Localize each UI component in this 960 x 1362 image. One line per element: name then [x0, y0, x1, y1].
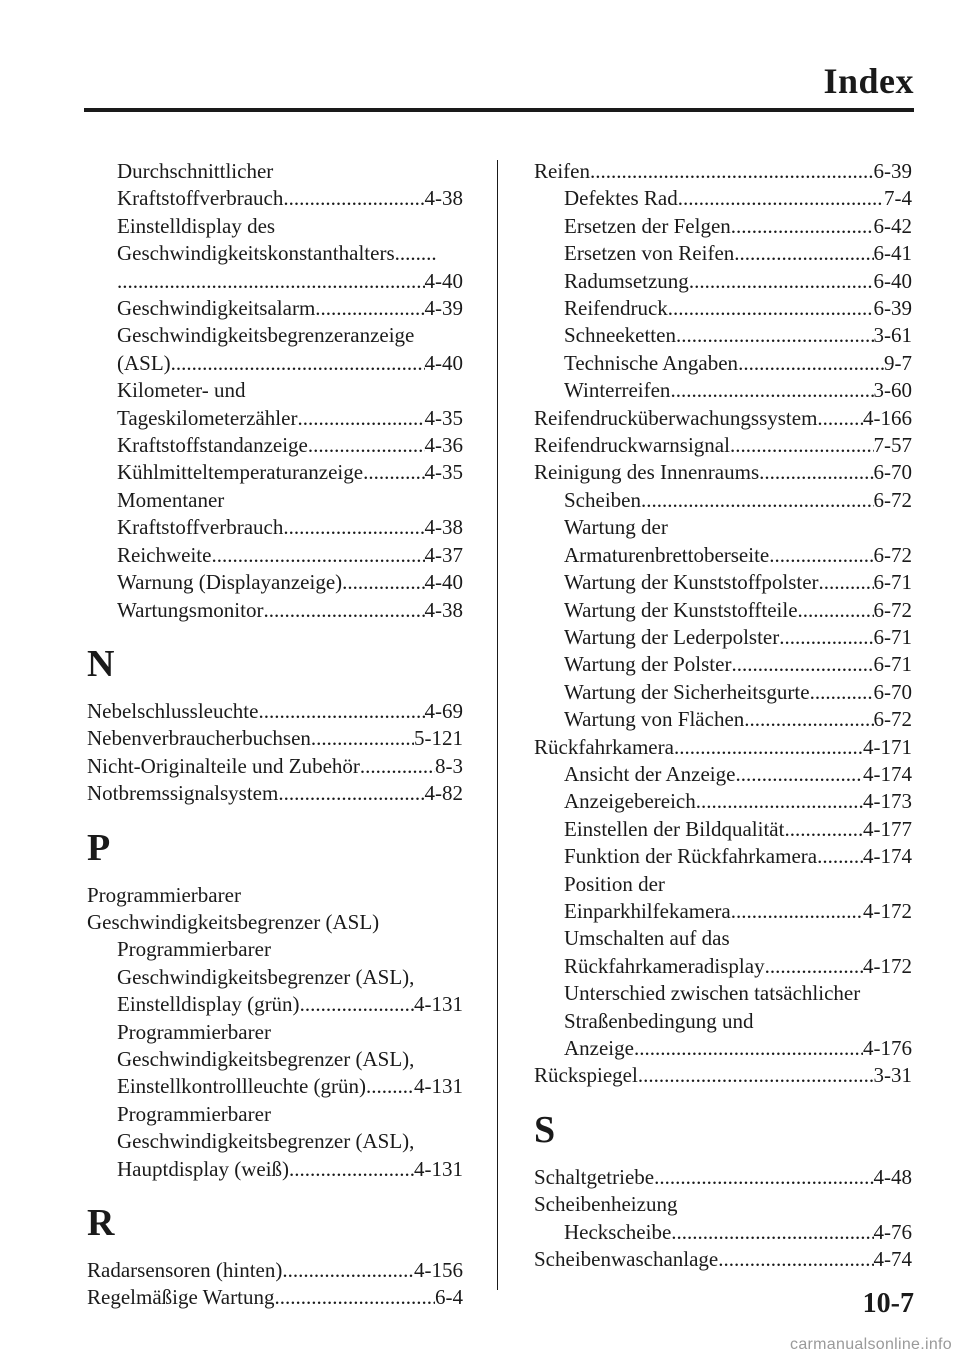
index-entry [534, 788, 912, 815]
index-entry [534, 761, 912, 788]
dot-leader [689, 268, 874, 295]
dot-leader [674, 734, 863, 761]
entry-term: Programmierbarer [117, 1101, 271, 1126]
entry-term: Tageskilometerzähler [117, 405, 298, 430]
index-entry [87, 597, 463, 624]
dot-leader [263, 597, 424, 624]
entry-term: Funktion der Rückfahrkamera [564, 844, 818, 869]
entry-term: Anzeigebereich [564, 789, 696, 814]
dot-leader [731, 898, 863, 925]
dot-leader [696, 788, 863, 815]
dot-leader [654, 1164, 873, 1191]
entry-term: Einparkhilfekamera [564, 898, 731, 923]
entry-page-ref: 4-39 [424, 296, 463, 321]
entry-page-ref: 4-171 [863, 734, 912, 759]
dot-leader [769, 542, 873, 569]
dot-leader [784, 816, 863, 843]
entry-term: Straßenbedingung und [564, 1008, 754, 1033]
entry-page-ref: 4-38 [424, 186, 463, 211]
dot-leader [817, 843, 863, 870]
index-entry [534, 213, 912, 240]
entry-page-ref: 6-41 [873, 241, 912, 266]
dot-leader [779, 624, 873, 651]
dot-leader [171, 350, 425, 377]
index-entry [534, 624, 912, 651]
entry-term: Armaturenbrettoberseite [564, 542, 770, 567]
entry-term: Kühlmitteltemperaturanzeige [117, 460, 364, 485]
entry-page-ref: 4-36 [424, 433, 463, 458]
index-entry [87, 1128, 463, 1155]
entry-term: Wartung von Flächen [564, 707, 745, 732]
entry-term: Hauptdisplay (weiß) [117, 1156, 290, 1181]
entry-term: Wartung der Sicherheitsgurte [564, 679, 810, 704]
index-entry [87, 350, 463, 377]
entry-page-ref: 4-131 [414, 1156, 463, 1181]
index-entry [534, 734, 912, 761]
entry-page-ref: 6-71 [873, 570, 912, 595]
entry-term: Defektes Rad [564, 186, 678, 211]
index-entry [87, 569, 463, 596]
index-entry [534, 980, 912, 1007]
entry-term: Durchschnittlicher [117, 159, 274, 183]
index-entry [87, 936, 463, 963]
index-entry [87, 1257, 463, 1284]
entry-term: Programmierbarer [117, 1019, 271, 1044]
entry-page-ref: 4-40 [424, 350, 463, 375]
index-entry [87, 158, 463, 185]
entry-page-ref: 4-166 [863, 405, 912, 430]
dot-leader [289, 1156, 414, 1183]
index-entry [534, 898, 912, 925]
entry-page-ref: 4-35 [424, 405, 463, 430]
dot-leader [300, 991, 414, 1018]
entry-page-ref: 4-69 [424, 698, 463, 723]
entry-term: Warnung (Displayanzeige) [117, 570, 343, 595]
dot-leader [738, 350, 884, 377]
dot-leader [342, 569, 424, 596]
column-divider [497, 160, 498, 1290]
entry-term: Reifendruckwarnsignal [534, 433, 730, 458]
entry-page-ref: 6-4 [435, 1285, 463, 1310]
entry-page-ref: 4-177 [863, 816, 912, 841]
index-entry [87, 964, 463, 991]
index-letter-heading: S [534, 1108, 556, 1151]
dot-leader [278, 780, 424, 807]
entry-page-ref: 4-35 [424, 460, 463, 485]
entry-page-ref: 6-71 [873, 652, 912, 677]
index-entry [87, 1019, 463, 1046]
index-entry [534, 569, 912, 596]
entry-term: Nebenverbraucherbuchsen [87, 726, 311, 751]
index-column-right [534, 158, 912, 1273]
entry-term: Reifendrucküberwachungssystem [534, 405, 818, 430]
index-entry [534, 1191, 912, 1218]
entry-page-ref: 4-156 [414, 1258, 463, 1282]
entry-term: Ansicht der Anzeige [564, 761, 736, 786]
entry-term: (ASL) [117, 350, 171, 375]
dot-leader [297, 405, 424, 432]
entry-page-ref: 6-72 [873, 487, 912, 512]
entry-page-ref: 4-38 [424, 597, 463, 622]
page-number: 10-7 [862, 1288, 914, 1319]
dot-leader [734, 240, 873, 267]
index-entry [87, 514, 463, 541]
dot-leader [676, 322, 874, 349]
entry-page-ref: 6-39 [873, 159, 912, 183]
entry-term: Regelmäßige Wartung [87, 1285, 275, 1310]
entry-page-ref: 4-40 [424, 268, 463, 293]
index-letter-heading: N [87, 642, 115, 685]
dot-leader [670, 377, 873, 404]
entry-page-ref: 3-61 [873, 323, 912, 348]
entry-term: Scheibenheizung [534, 1192, 678, 1217]
index-entry [534, 542, 912, 569]
entry-term: Reifen [534, 159, 590, 183]
dot-leader [282, 1257, 414, 1284]
entry-page-ref: 4-131 [414, 1074, 463, 1099]
index-entry [87, 240, 463, 267]
entry-term: Winterreifen [564, 378, 671, 403]
entry-term: Geschwindigkeitsbegrenzer (ASL) [87, 909, 380, 934]
index-entry [87, 753, 463, 780]
index-entry [87, 459, 463, 486]
dot-leader [810, 679, 874, 706]
entry-term: Radarsensoren (hinten) [87, 1258, 283, 1282]
index-entry [87, 725, 463, 752]
dot-leader [117, 268, 425, 295]
entry-term: Geschwindigkeitskonstanthalters........ [117, 241, 437, 266]
index-entry [534, 377, 912, 404]
dot-leader [283, 514, 424, 541]
entry-term: Momentaner [117, 487, 225, 512]
dot-leader [718, 1246, 873, 1273]
index-entry [87, 542, 463, 569]
index-entry [534, 1008, 912, 1035]
entry-term: Reinigung des Innenraums [534, 460, 760, 485]
entry-page-ref: 4-172 [863, 898, 912, 923]
index-entry [534, 240, 912, 267]
index-entry [87, 991, 463, 1018]
index-entry [534, 405, 912, 432]
index-letter-heading: R [87, 1202, 115, 1244]
entry-term: Wartung der Lederpolster [564, 624, 780, 649]
dot-leader [590, 158, 874, 185]
entry-page-ref: 6-72 [873, 597, 912, 622]
entry-term: Reichweite [117, 542, 212, 567]
entry-term: Wartung der Kunststoffpolster [564, 570, 819, 595]
entry-page-ref: 6-70 [873, 679, 912, 704]
entry-term: Wartungsmonitor [117, 597, 264, 622]
entry-page-ref: 3-31 [873, 1063, 912, 1088]
entry-term: Schneeketten [564, 323, 676, 348]
dot-leader [731, 651, 873, 678]
index-entry [87, 322, 463, 349]
entry-term: Ersetzen von Reifen [564, 241, 735, 266]
dot-leader [366, 1073, 414, 1100]
index-entry [87, 268, 463, 295]
index-entry [534, 322, 912, 349]
index-entry [87, 882, 463, 909]
entry-page-ref: 6-70 [873, 460, 912, 485]
entry-term: Wartung der Kunststoffteile [564, 597, 798, 622]
entry-page-ref: 8-3 [435, 753, 463, 778]
entry-term: Einstelldisplay (grün) [117, 992, 300, 1017]
entry-page-ref: 4-82 [424, 781, 463, 806]
header-rule [84, 108, 914, 112]
dot-leader [308, 432, 425, 459]
index-entry [534, 1062, 912, 1089]
index-entry [534, 1246, 912, 1273]
entry-term: Nicht-Originalteile und Zubehör [87, 753, 360, 778]
entry-page-ref: 7-57 [873, 433, 912, 458]
dot-leader [731, 213, 874, 240]
entry-page-ref: 4-131 [414, 992, 463, 1017]
index-entry [87, 295, 463, 322]
index-entry [534, 514, 912, 541]
index-entry [534, 459, 912, 486]
entry-term: Position der [564, 871, 665, 896]
entry-page-ref: 6-40 [873, 268, 912, 293]
index-entry [534, 597, 912, 624]
dot-leader [765, 953, 863, 980]
index-entry [534, 350, 912, 377]
entry-page-ref: 6-72 [873, 707, 912, 732]
entry-term: Schaltgetriebe [534, 1164, 655, 1189]
entry-page-ref: 4-172 [863, 953, 912, 978]
index-entry [534, 651, 912, 678]
index-entry [534, 706, 912, 733]
entry-term: Nebelschlussleuchte [87, 698, 259, 723]
entry-term: Rückfahrkamera [534, 734, 674, 759]
dot-leader [671, 1219, 873, 1246]
entry-term: Einstelldisplay des [117, 213, 276, 238]
index-entry [534, 158, 912, 185]
dot-leader [638, 1062, 874, 1089]
index-entry [534, 1164, 912, 1191]
index-entry [87, 909, 463, 936]
page-title: Index [823, 61, 914, 101]
entry-term: Geschwindigkeitsbegrenzer (ASL), [117, 1046, 415, 1071]
dot-leader [730, 432, 874, 459]
entry-page-ref: 3-60 [873, 378, 912, 403]
dot-leader [315, 295, 424, 322]
entry-page-ref: 4-174 [863, 761, 912, 786]
index-entry [534, 1035, 912, 1062]
dot-leader [678, 185, 884, 212]
entry-term: Notbremssignalsystem [87, 781, 279, 806]
entry-term: Wartung der [564, 515, 668, 540]
index-entry [87, 405, 463, 432]
entry-term: Kraftstoffstandanzeige [117, 433, 308, 458]
dot-leader [798, 597, 874, 624]
entry-term: Radumsetzung [564, 268, 689, 293]
index-entry [87, 1046, 463, 1073]
index-column-left [87, 158, 463, 1312]
index-entry [534, 1219, 912, 1246]
index-letter-heading: P [87, 826, 111, 869]
index-entry [534, 185, 912, 212]
index-entry [534, 925, 912, 952]
dot-leader [744, 706, 873, 733]
index-entry [87, 377, 463, 404]
entry-term: Kraftstoffverbrauch [117, 515, 284, 540]
index-entry [87, 487, 463, 514]
index-entry [87, 1156, 463, 1183]
entry-page-ref: 4-176 [863, 1036, 912, 1060]
entry-page-ref: 4-174 [863, 844, 912, 869]
dot-leader [735, 761, 863, 788]
index-entry [534, 432, 912, 459]
dot-leader [258, 698, 424, 725]
entry-term: Anzeige [564, 1036, 634, 1060]
entry-term: Rückspiegel [534, 1063, 638, 1088]
index-entry [87, 213, 463, 240]
index-entry [534, 871, 912, 898]
entry-term: Technische Angaben [564, 350, 739, 375]
index-entry [87, 1284, 463, 1311]
dot-leader [311, 725, 414, 752]
index-entry [534, 295, 912, 322]
index-entry [534, 843, 912, 870]
entry-term: Umschalten auf das [564, 926, 730, 951]
entry-term: Geschwindigkeitsbegrenzer (ASL), [117, 1129, 415, 1154]
index-entry [87, 432, 463, 459]
entry-term: Kilometer- und [117, 378, 246, 403]
entry-page-ref: 6-71 [873, 624, 912, 649]
entry-term: Heckscheibe [564, 1219, 672, 1244]
entry-term: Scheibenwaschanlage [534, 1247, 719, 1272]
entry-page-ref: 5-121 [414, 726, 463, 751]
entry-page-ref: 6-39 [873, 296, 912, 321]
dot-leader [759, 459, 873, 486]
watermark: carmanualsonline.info [790, 1336, 952, 1353]
dot-leader [363, 459, 424, 486]
entry-term: Programmierbarer [117, 937, 271, 962]
index-entry [534, 679, 912, 706]
dot-leader [817, 405, 863, 432]
entry-page-ref: 9-7 [884, 350, 912, 375]
dot-leader [634, 1035, 863, 1062]
index-entry [87, 1073, 463, 1100]
entry-term: Scheiben [564, 487, 641, 512]
entry-term: Geschwindigkeitsbegrenzeranzeige [117, 323, 415, 348]
entry-page-ref: 7-4 [884, 186, 912, 211]
index-entry [534, 487, 912, 514]
entry-term: Kraftstoffverbrauch [117, 186, 284, 211]
entry-page-ref: 4-48 [873, 1164, 912, 1189]
entry-page-ref: 4-76 [873, 1219, 912, 1244]
dot-leader [283, 185, 424, 212]
index-entry [534, 268, 912, 295]
entry-term: Ersetzen der Felgen [564, 213, 731, 238]
entry-term: Einstellkontrollleuchte (grün) [117, 1074, 367, 1099]
dot-leader [641, 487, 874, 514]
dot-leader [360, 753, 435, 780]
entry-page-ref: 6-42 [873, 213, 912, 238]
entry-term: Geschwindigkeitsalarm [117, 296, 316, 321]
index-entry [87, 185, 463, 212]
entry-term: Rückfahrkameradisplay [564, 953, 765, 978]
dot-leader [211, 542, 424, 569]
entry-term: Einstellen der Bildqualität [564, 816, 785, 841]
index-entry [534, 953, 912, 980]
entry-page-ref: 6-72 [873, 542, 912, 567]
index-entry [87, 1101, 463, 1128]
dot-leader [819, 569, 874, 596]
entry-page-ref: 4-38 [424, 515, 463, 540]
entry-page-ref: 4-173 [863, 789, 912, 814]
entry-term: Programmierbarer [87, 882, 241, 907]
entry-term: Geschwindigkeitsbegrenzer (ASL), [117, 964, 415, 989]
entry-page-ref: 4-40 [424, 570, 463, 595]
entry-page-ref: 4-37 [424, 542, 463, 567]
entry-term: Reifendruck [564, 296, 668, 321]
index-entry [87, 780, 463, 807]
dot-leader [274, 1284, 435, 1311]
entry-term: Unterschied zwischen tatsächlicher [564, 981, 861, 1006]
dot-leader [668, 295, 874, 322]
index-entry [87, 698, 463, 725]
entry-term: Wartung der Polster [564, 652, 732, 677]
entry-page-ref: 4-74 [873, 1247, 912, 1272]
index-entry [534, 816, 912, 843]
